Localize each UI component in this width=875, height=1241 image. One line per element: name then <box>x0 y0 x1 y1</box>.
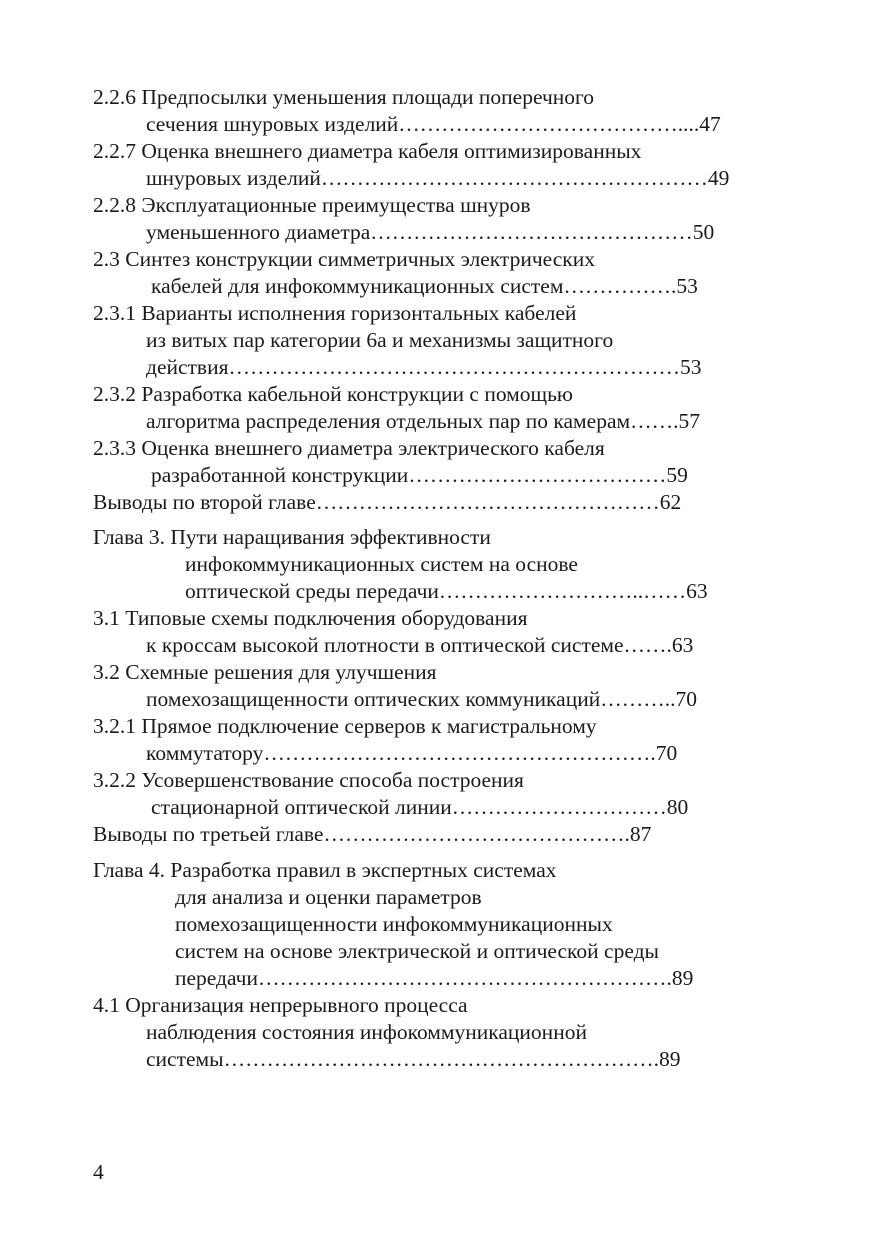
toc-entry-2-3-1-line2: из витых пар категории 6а и механизмы защитного <box>146 328 614 352</box>
toc-entry-2-2-6-line1: 2.2.6 Предпосылки уменьшения площади поперечного <box>93 85 595 109</box>
toc-entry-2-2-7-line1: 2.2.7 Оценка внешнего диаметра кабеля оптимизированных <box>93 139 642 163</box>
toc-entry-2-3-2-line2: алгоритма распределения отдельных пар по камерам…….57 <box>146 409 700 433</box>
toc-entry-chapter-3-line3: оптической среды передачи………………………..……63 <box>185 579 708 603</box>
toc-entry-conclusions-chapter-2: Выводы по второй главе…………………………………………62 <box>93 490 682 514</box>
toc-entry-3-2-1-line1: 3.2.1 Прямое подключение серверов к магистральному <box>93 714 597 738</box>
toc-entry-chapter-4-line1: Глава 4. Разработка правил в экспертных системах <box>93 858 557 882</box>
toc-entry-chapter-4-line5: передачи………………………………………………….89 <box>175 966 694 990</box>
toc-entry-3-2-1-line2: коммутатору……………………………………………….70 <box>146 741 678 765</box>
toc-entry-3-2-line2: помехозащищенности оптических коммуникаций………..70 <box>146 687 697 711</box>
toc-entry-2-2-6-line2: сечения шнуровых изделий…………………………………....47 <box>146 112 721 136</box>
toc-entry-2-3-3-line2: разработанной конструкции………………………………59 <box>151 463 688 487</box>
toc-entry-2-2-7-line2: шнуровых изделий………………………………………………49 <box>146 166 730 190</box>
toc-entry-2-3-1-line1: 2.3.1 Варианты исполнения горизонтальных кабелей <box>93 301 577 325</box>
toc-entry-4-1-line3: системы…………………………………………………….89 <box>146 1047 681 1071</box>
toc-entry-chapter-3-line1: Глава 3. Пути наращивания эффективности <box>93 525 491 549</box>
toc-entry-2-3-1-line3: действия………………………………………………………53 <box>146 355 702 379</box>
toc-entry-chapter-4-line3: помехозащищенности инфокоммуникационных <box>175 912 613 936</box>
toc-entry-3-2-2-line2: стационарной оптической линии…………………………80 <box>151 795 689 819</box>
toc-entry-2-3-3-line1: 2.3.3 Оценка внешнего диаметра электрического кабеля <box>93 436 605 460</box>
toc-entry-4-1-line1: 4.1 Организация непрерывного процесса <box>93 993 468 1017</box>
toc-entry-3-1-line1: 3.1 Типовые схемы подключения оборудования <box>93 606 528 630</box>
toc-entry-3-1-line2: к кроссам высокой плотности в оптической системе…….63 <box>146 633 694 657</box>
toc-entry-2-3-line2: кабелей для инфокоммуникационных систем…………….53 <box>151 274 698 298</box>
toc-entry-chapter-4-line4: систем на основе электрической и оптической среды <box>175 939 659 963</box>
toc-entry-2-3-2-line1: 2.3.2 Разработка кабельной конструкции с помощью <box>93 382 573 406</box>
toc-entry-chapter-3-line2: инфокоммуникационных систем на основе <box>185 552 578 576</box>
toc-entry-2-2-8-line1: 2.2.8 Эксплуатационные преимущества шнуров <box>93 193 531 217</box>
toc-entry-3-2-line1: 3.2 Схемные решения для улучшения <box>93 660 437 684</box>
toc-entry-chapter-4-line2: для анализа и оценки параметров <box>175 885 482 909</box>
page-number: 4 <box>93 1160 104 1184</box>
toc-entry-2-2-8-line2: уменьшенного диаметра………………………………………50 <box>146 220 715 244</box>
toc-entry-2-3-line1: 2.3 Синтез конструкции симметричных электрических <box>93 247 595 271</box>
toc-entry-conclusions-chapter-3: Выводы по третьей главе…………………………………….87 <box>93 822 652 846</box>
toc-entry-4-1-line2: наблюдения состояния инфокоммуникационной <box>146 1020 587 1044</box>
toc-entry-3-2-2-line1: 3.2.2 Усовершенствование способа построения <box>93 768 524 792</box>
